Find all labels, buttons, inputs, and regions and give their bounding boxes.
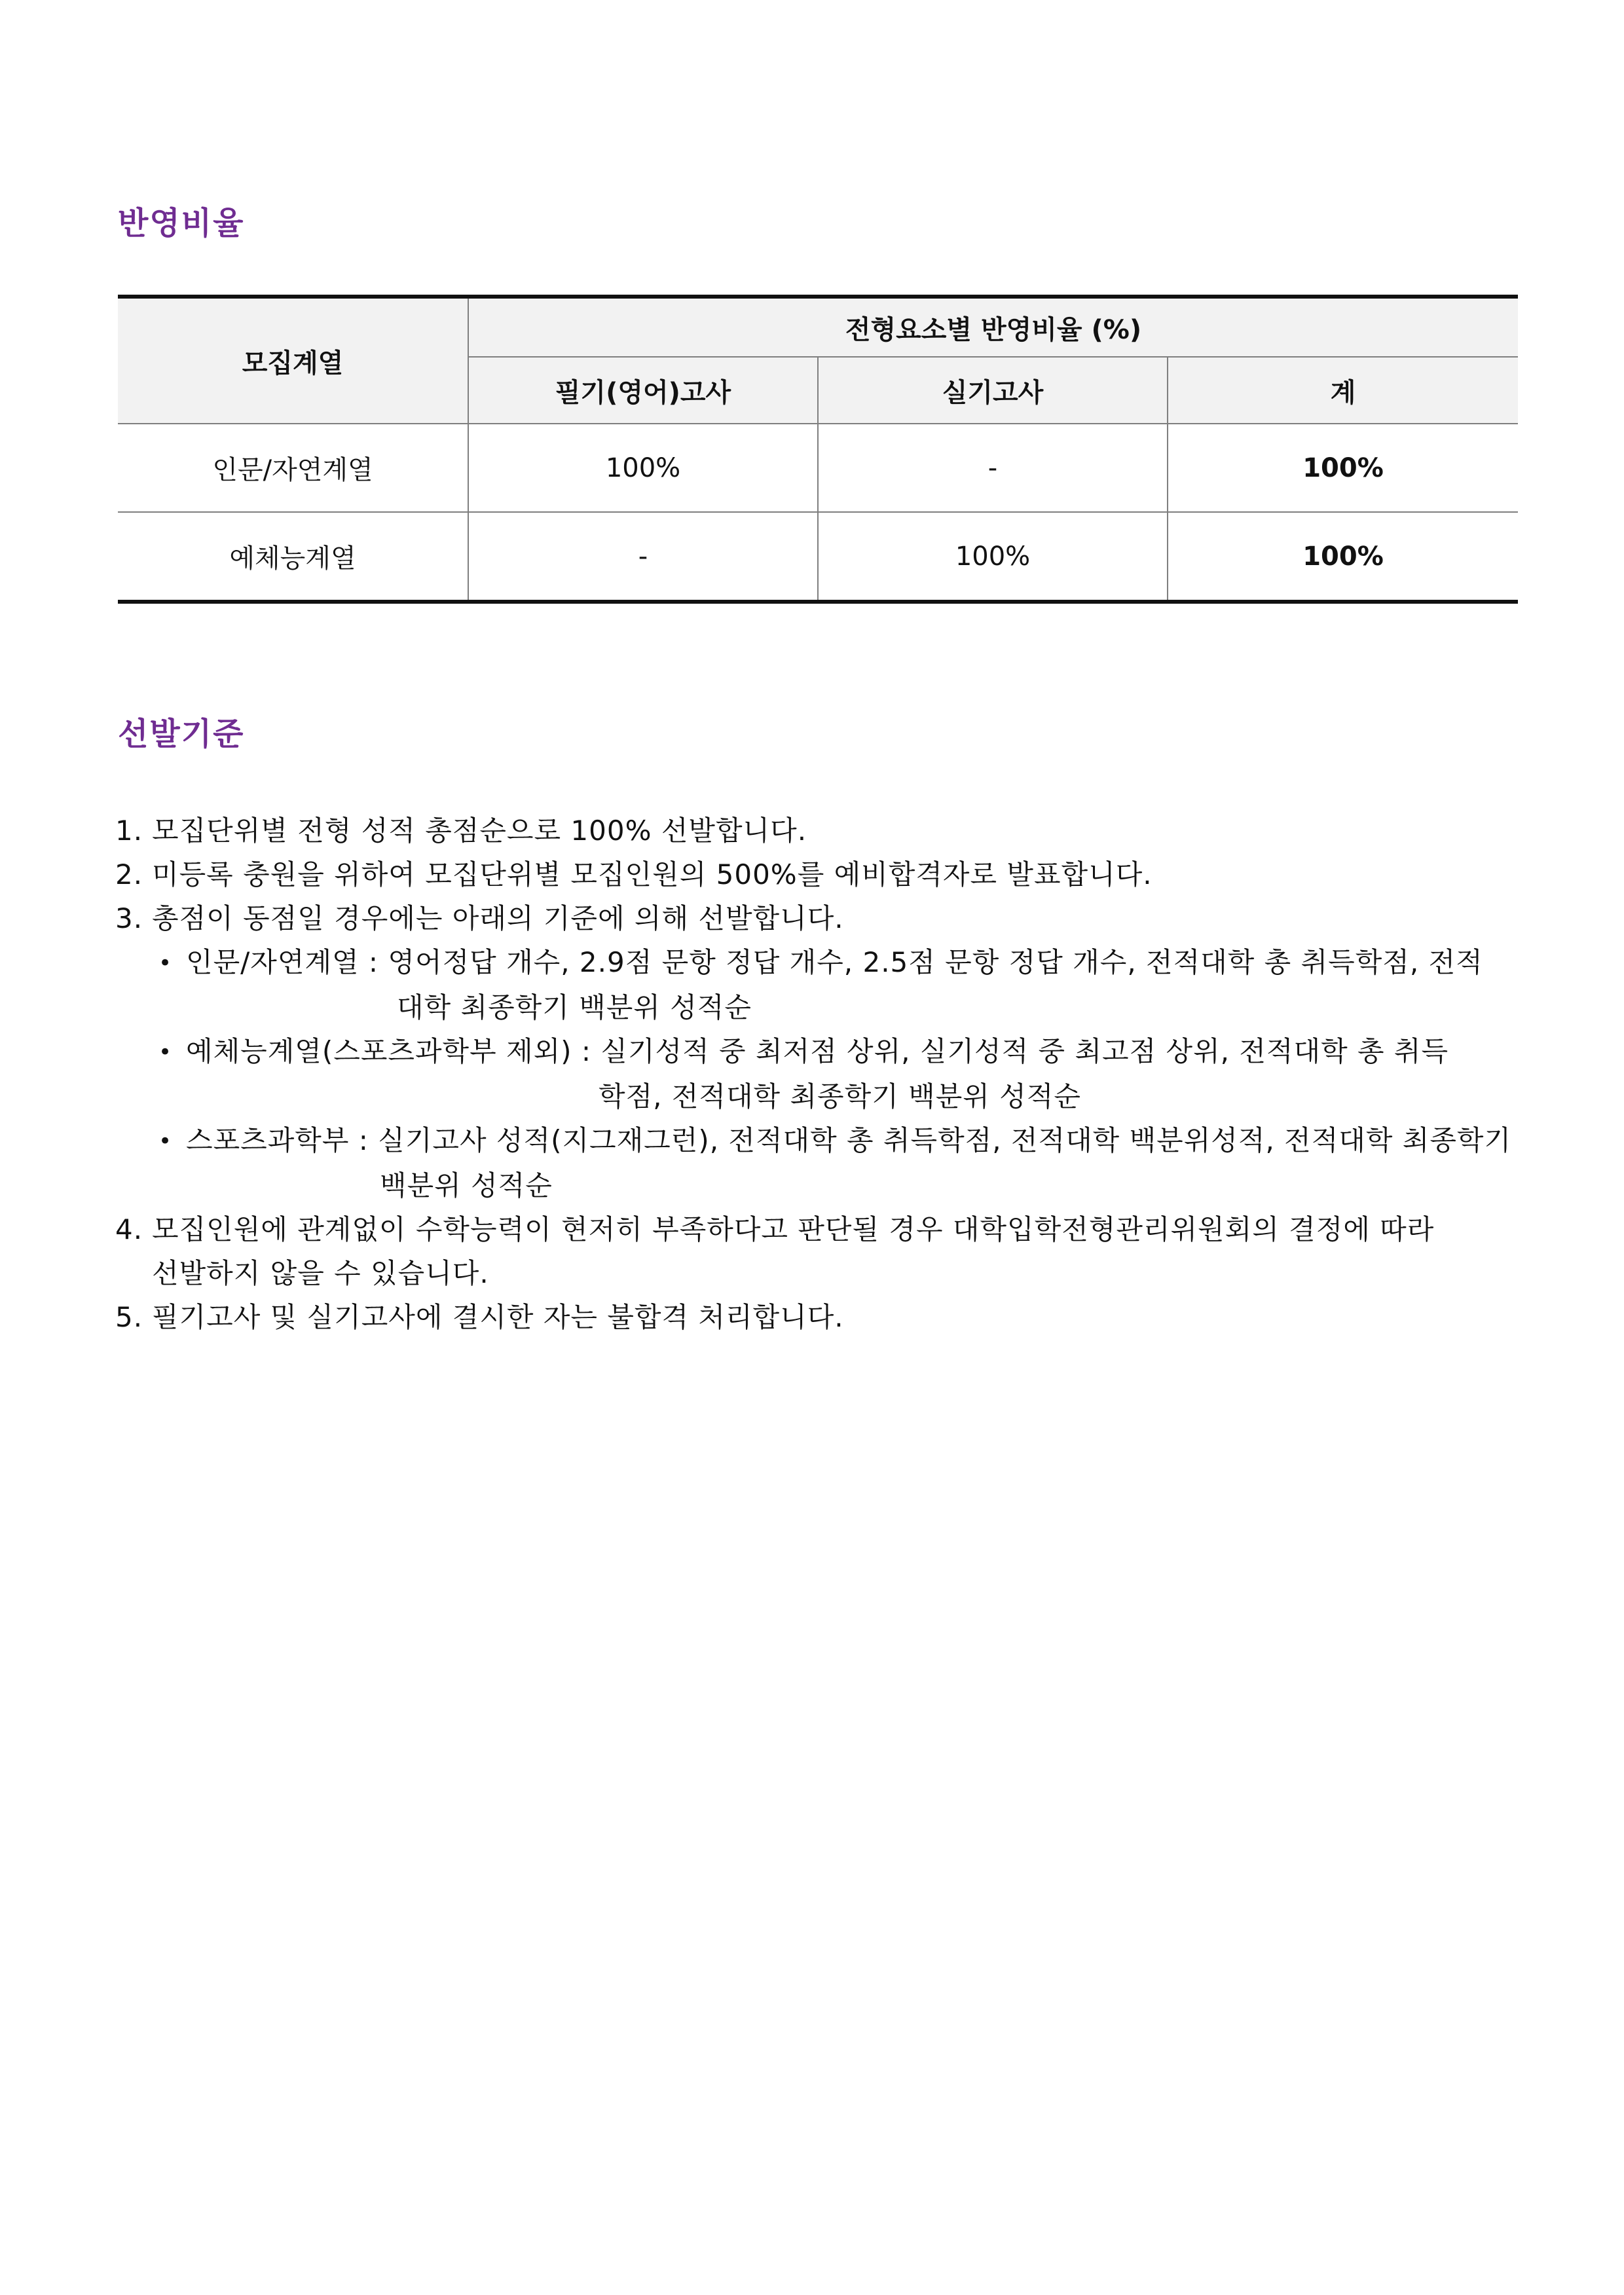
ratio-table <box>118 295 1518 604</box>
row-category: 인문/자연계열 <box>118 424 468 512</box>
row-category: 예체능계열 <box>118 512 468 602</box>
item-text: 스포츠과학부 : 실기고사 성적(지그재그런), 전적대학 총 취득학점, 전적대학 백분위성적, 전적대학 최종학기 <box>186 1124 1512 1156</box>
item-number: 3. <box>115 902 143 934</box>
header-total: 계 <box>1168 357 1518 424</box>
item-text: 미등록 충원을 위하여 모집단위별 모집인원의 500%를 예비합격자로 발표합니다. <box>152 858 1153 890</box>
row-total: 100% <box>1168 512 1518 602</box>
item-number: 4. <box>115 1213 143 1245</box>
list-item <box>115 1207 1523 1251</box>
item-text: 모집단위별 전형 성적 총점순으로 100% 선발합니다. <box>152 815 807 847</box>
header-practical: 실기고사 <box>818 357 1168 424</box>
item-number: 1. <box>115 815 143 847</box>
row-written: 100% <box>468 424 818 512</box>
item-text: 총점이 동점일 경우에는 아래의 기준에 의해 선발합니다. <box>152 902 844 934</box>
table-row <box>118 424 1518 512</box>
item-text: 모집인원에 관계없이 수학능력이 현저히 부족하다고 판단될 경우 대학입학전형관리위원회의 결정에 따라 <box>152 1213 1435 1245</box>
table-row <box>118 512 1518 602</box>
item-text-continued: 백분위 성적순 <box>380 1169 553 1202</box>
bullet-icon: • <box>158 1039 173 1065</box>
item-text-continued: 학점, 전적대학 최종학기 백분위 성적순 <box>599 1080 1081 1112</box>
list-item <box>115 896 1523 940</box>
item-number: 2. <box>115 858 143 890</box>
row-written: - <box>468 512 818 602</box>
section-title-criteria: 선발기준 <box>118 716 245 752</box>
header-written: 필기(영어)고사 <box>468 357 818 424</box>
item-text-continued: 선발하지 않을 수 있습니다. <box>152 1257 489 1289</box>
sub-list-item <box>115 940 1523 985</box>
criteria-list <box>115 809 1523 1339</box>
list-item <box>115 1295 1523 1339</box>
section-title-ratio: 반영비율 <box>118 205 245 242</box>
item-text: 예체능계열(스포츠과학부 제외) : 실기성적 중 최저점 상위, 실기성적 중 최고점 상위, 전적대학 총 취득 <box>186 1035 1449 1067</box>
sub-list-item <box>115 1118 1523 1164</box>
bullet-icon: • <box>158 1128 173 1154</box>
item-text: 필기고사 및 실기고사에 결시한 자는 불합격 처리합니다. <box>152 1301 844 1333</box>
bullet-icon: • <box>158 950 173 976</box>
row-total: 100% <box>1168 424 1518 512</box>
item-number: 5. <box>115 1301 143 1333</box>
row-practical: - <box>818 424 1168 512</box>
item-text-continued: 대학 최종학기 백분위 성적순 <box>397 991 752 1023</box>
header-group: 전형요소별 반영비율 (%) <box>468 297 1518 357</box>
list-item <box>115 853 1523 896</box>
list-item <box>115 809 1523 853</box>
row-practical: 100% <box>818 512 1168 602</box>
sub-list-item <box>115 1029 1523 1074</box>
item-text: 인문/자연계열 : 영어정답 개수, 2.9점 문항 정답 개수, 2.5점 문항 정답 개수, 전적대학 총 취득학점, 전적 <box>186 946 1483 978</box>
header-category: 모집계열 <box>118 297 468 424</box>
